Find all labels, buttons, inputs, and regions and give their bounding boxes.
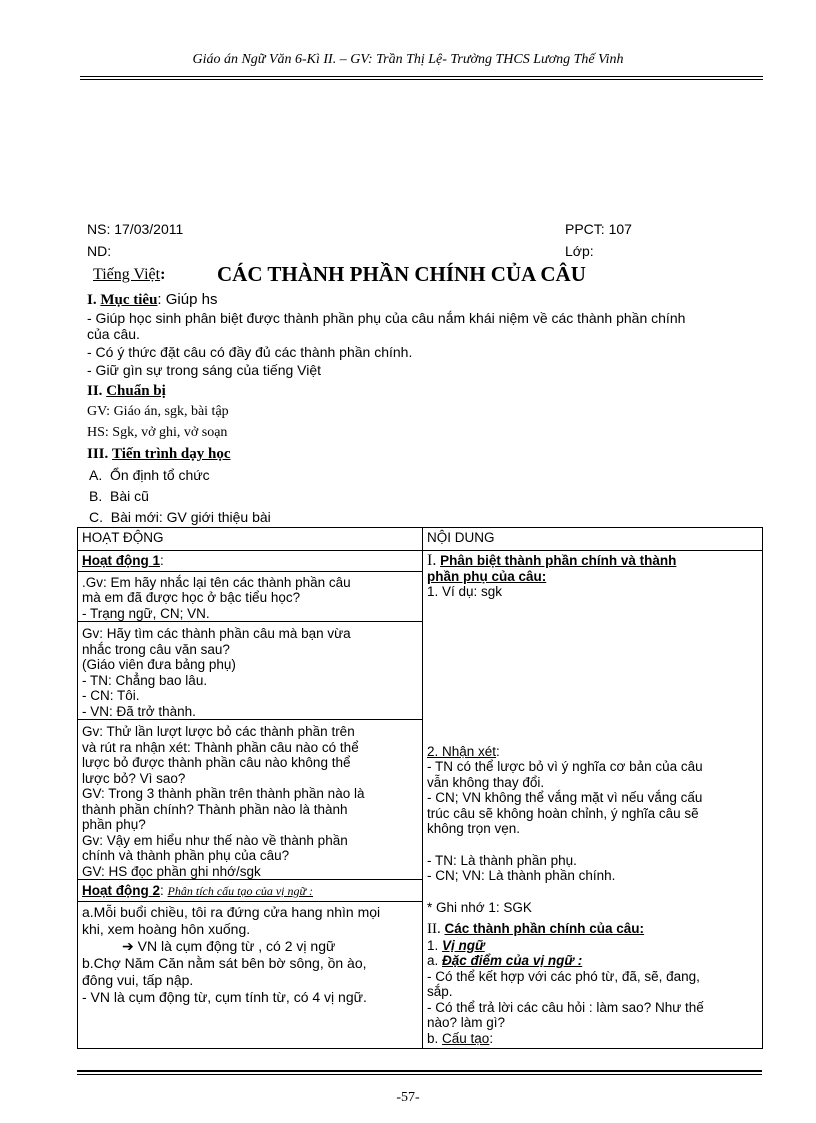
section-process: III. Tiến trình dạy học [87, 446, 231, 462]
content-cell [423, 551, 763, 1049]
page-header: Giáo án Ngữ Văn 6-Kì II. – GV: Trần Thị Lệ- Trường THCS Lương Thế Vinh [192, 52, 624, 67]
objective-line: - Giúp học sinh phân biệt được thành phần phụ của câu nắm khái niệm về các thành phần chính [87, 310, 686, 326]
activity-2-heading: Hoạt động 2: Phân tích cấu tạo của vị ngữ : [78, 879, 422, 901]
prep-gv: GV: Giáo án, sgk, bài tập [87, 404, 229, 419]
nd-date: ND: [87, 243, 112, 259]
objective-line: - Giữ gìn sự trong sáng của tiếng Việt [87, 362, 322, 378]
header-divider [80, 76, 763, 80]
lesson-table [77, 527, 763, 1049]
footer-divider [77, 1070, 762, 1075]
prep-hs: HS: Sgk, vở ghi, vở soạn [87, 425, 228, 440]
content-section-1: I. Phân biệt thành phần chính và thành phần phụ của câu: 1. Ví dụ: sgk 2. Nhận xét: - TN có thể lược bỏ vì ý nghĩa cơ bản của câu vẫn không thay đổi. - CN; VN không thể vắng mặt vì nếu vắng cấu trúc câu sẽ không hoàn chỉnh, ý nghĩa câu sẽ không trọn vẹn. - TN: Là thành phần phụ. - CN; VN: Là thành phần chính. * Ghi nhớ 1: SGK II. Các thành phần chính của câu: 1. Vị ngữ a. Đặc điểm của vị ngữ : - Có thể kết hợp với các phó từ, đã, sẽ, đang, sắp. - Có thể trả lời các câu hỏi : làm sao? Như thế nào? làm gì? b. Cấu tạo: [427, 552, 704, 1046]
subject-label: Tiếng Việt: [93, 266, 166, 283]
ns-date: NS: 17/03/2011 [87, 221, 184, 237]
objective-line: - Có ý thức đặt câu có đầy đủ các thành phần chính. [87, 344, 413, 360]
col-header-content: NỘI DUNG [423, 528, 763, 551]
col-header-activity: HOẠT ĐỘNG [78, 528, 423, 551]
ppct: PPCT: 107 [565, 221, 632, 237]
class-label: Lớp: [565, 243, 594, 259]
arrow-icon: ➔ [122, 937, 134, 954]
activity-1-q2: Gv: Hãy tìm các thành phần câu mà bạn vừa nhắc trong câu văn sau? (Giáo viên đưa bảng phụ) - TN: Chẳng bao lâu. - CN: Tôi. - VN: Đã trở thành. [78, 621, 422, 719]
step-a: A. Ổn định tổ chức [89, 467, 210, 483]
page-number: -57- [396, 1090, 420, 1105]
activity-1-q3: Gv: Thử lần lượt lược bỏ các thành phần trên và rút ra nhận xét: Thành phần câu nào có thể lược bỏ được thành phần câu nào không thể lược bỏ? Vì sao? GV: Trong 3 thành phần trên thành phần nào là thành phần chính? Thành phần nào là thành phần phụ? Gv: Vậy em hiểu như thế nào về thành phần chính và thành phần phụ của câu? GV: HS đọc phần ghi nhớ/sgk [78, 719, 422, 879]
section-preparation: II. Chuẩn bị [87, 383, 166, 399]
activity-cell [78, 551, 423, 1049]
page-title: CÁC THÀNH PHẦN CHÍNH CỦA CÂU [217, 262, 586, 286]
section-objectives: I. Mục tiêu: Giúp hs [87, 291, 218, 308]
step-b: B. Bài cũ [89, 488, 149, 504]
activity-2-examples: a.Mỗi buổi chiều, tôi ra đứng cửa hang nhìn mọi khi, xem hoàng hôn xuống. ➔ VN là cụm động từ , có 2 vị ngữ b.Chợ Năm Căn nằm sát bên bờ sông, ồn ào, đông vui, tấp nập. - VN là cụm động từ, cụm tính từ, có 4 vị ngữ. [78, 901, 422, 1008]
step-c: C. Bài mới: GV giới thiệu bài [89, 509, 271, 525]
activity-1-q1: .Gv: Em hãy nhắc lại tên các thành phần câu mà em đã được học ở bậc tiểu học? - Trạng ngữ, CN; VN. [82, 574, 351, 621]
objective-line: của câu. [87, 326, 140, 342]
activity-1-heading: Hoạt động 1: [78, 551, 422, 572]
